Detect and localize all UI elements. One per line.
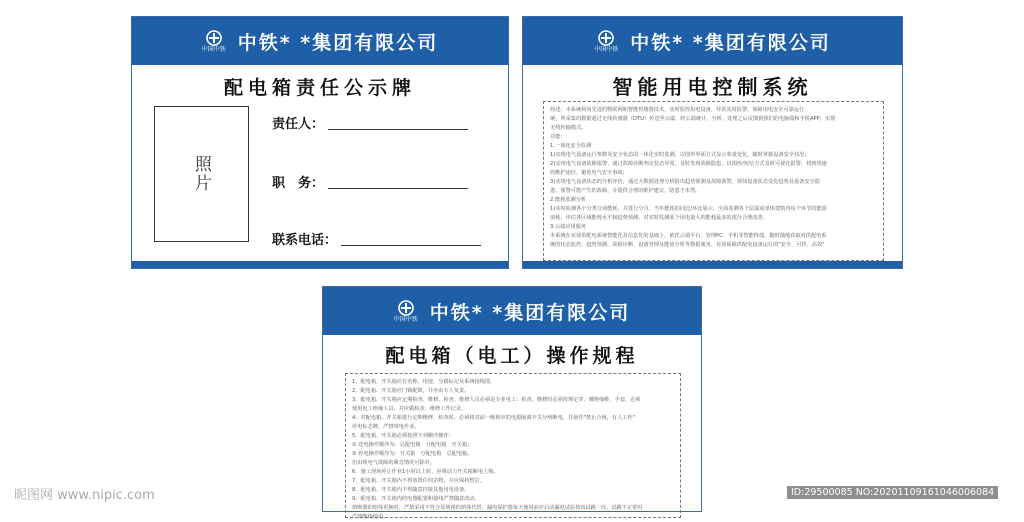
railway-logo-icon [595,30,617,46]
company-name: 中铁* *集团有限公司 [429,301,631,324]
rules-box [345,373,681,518]
description-box [543,101,884,261]
board-smart-power [522,16,903,269]
text-line: 9、配电箱、开关箱内的电器配置和接线严禁随意改动。 [352,496,480,502]
text-line: 停电标志牌，严禁带电作业。 [352,424,420,430]
company-name: 中铁* *集团有限公司 [237,31,439,54]
footer-bar [132,261,508,268]
text-line: 但出现电气故障的紧急情况可除外。 [352,460,436,466]
text-line: 3)实现电气设备状态的分析评价，通过大数据处理分析报出趋势预测及故障预警，预知设备状态变化趋势及设备安全隐 [550,179,820,185]
footer-bar [523,261,902,268]
text-line: 2)实现电气设备故障报警，通过故障诊断判定状态异常，及时发现故障隐患，以图形/短信方式及时可视化报警，找到快速 [550,161,827,167]
watermark-id: ID:29500085 NO:20201109161046006084 [787,486,998,499]
logo-caption: 中国中铁 [201,45,226,53]
board-title: 配电箱（电工）操作规程 [385,345,639,367]
photo-label: 照片 [191,155,211,193]
text-line: 6、施工现场停止作业1小时以上时，应将动力开关箱断电上锁。 [352,469,499,475]
company-logo [594,30,618,53]
fill-line [328,187,468,189]
company-logo [202,30,226,53]
text-line: 2.能耗监测分析 [550,197,587,203]
fill-line [328,128,468,130]
text-line: 本系统在实现供配电系统智能化及信息化的基础上，依托云端平台、管理PC、手机等智能终端，随时随地获取对供配电系 [550,233,827,239]
photo-box [154,106,249,242]
text-line: ① 送电操作顺序为：总配电箱 分配电箱 开关箱； [352,442,473,448]
board-title: 智能用电控制系统 [612,75,813,99]
text-line: 2、配电箱、开关箱应门锁配锁，并应由专人负责。 [352,388,470,394]
field-responsible-person [272,113,468,132]
field-label: 联系电话： [272,233,338,248]
text-line: 功能： [550,134,566,140]
railway-logo-icon [395,300,417,316]
board-responsibility [131,16,509,269]
company-header [132,17,508,65]
field-position [272,172,468,191]
text-line: 消耗，评估各区域能耗水平和趋势预测，对实时监测某个用电量大的能耗最多的部分合理改善。 [550,215,768,221]
watermark-site: 昵图网 www.nipic.com [14,488,155,503]
text-line: 无线传输模式。 [550,125,587,131]
text-line: 的维护途径，避免电气安全事故； [550,170,628,176]
text-line: 患，预警可能产生的故障，并提供合理的维护建议，防患于未然。 [550,188,701,194]
field-phone [272,229,481,248]
text-line: ② 停电操作顺序为：开关箱 分配电箱 总配电箱。 [352,451,473,457]
text-line: 3、配电箱、开关箱应定期检查、维修。检查、维修人员必须是专业电工；检查、维修时必须按规定穿、戴绝缘鞋、手套，必须 [352,397,641,403]
text-line: 3.云端应用服务 [550,224,587,230]
text-line: 7、配电箱、开关箱内不得放置任何杂物，并应保持整洁。 [352,478,485,484]
company-logo [394,300,418,323]
field-label: 职 务： [272,176,325,191]
board-operation-rules [322,286,702,520]
company-header [523,17,902,65]
company-header [323,287,701,335]
text-line: 1、配电箱、开关箱应有名称、用途、分路标记及系统接线图。 [352,379,496,385]
text-line: 8、配电箱、开关箱内不得随意挂接其他用电设备。 [352,487,470,493]
text-line: 统的状态监控、趋势预测、故障诊断、设备管理及能效分析等数据服务，有效保障供配电设备运行的"安全、可控、高效" [550,242,825,248]
text-line: 熔断器的熔体更换时，严禁采用不符合原规格的熔体代替，漏电保护器每天使用前应启动漏电试验按钮试跳一次，试跳不正常时 [352,505,643,511]
railway-logo-icon [203,30,225,46]
text-line: 1)实时监测各个分类分项能耗，并进行分月、当年能耗的同比/环比展示，全面监测各个层面或单体建筑内每个环节的能源 [550,206,827,212]
text-line: 1)实现电气设备运行参数及安全状态的一体化实时监测，以图形界面方式显示参量变化，随时掌握设备安全状况； [550,152,810,158]
text-line: 使用电工绝缘工具，并应做检查、维修工作记录。 [352,406,467,412]
field-label: 责任人： [272,117,325,132]
text-line: 统，所采集的数据通过无线传感器（DTU）传送至云端，经云端统计、分析、处理之后反馈到我们的电脑端和手机APP，实现 [550,116,836,122]
text-line: 严禁继续使用。 [352,514,389,520]
company-name: 中铁* *集团有限公司 [630,31,831,54]
text-line: 4、对配电箱、开关箱进行定期维修、检查时，必须将其前一级相应的电源隔离开关分闸断电，并悬挂"禁止合闸，有人工作" [352,415,636,421]
text-line: 1.一体化安全监测 [550,143,592,149]
text-line: 简述：本系统利用先进的物联网和智能传感器技术，实时监控用电设备，异常及时报警，保障用电安全可靠运行 [550,107,805,113]
text-line: 5、配电箱、开关箱必须按照下列顺序操作： [352,433,454,439]
logo-caption: 中国中铁 [393,315,418,323]
board-title: 配电箱责任公示牌 [223,77,416,99]
logo-caption: 中国中铁 [594,45,619,53]
fill-line [341,244,481,246]
